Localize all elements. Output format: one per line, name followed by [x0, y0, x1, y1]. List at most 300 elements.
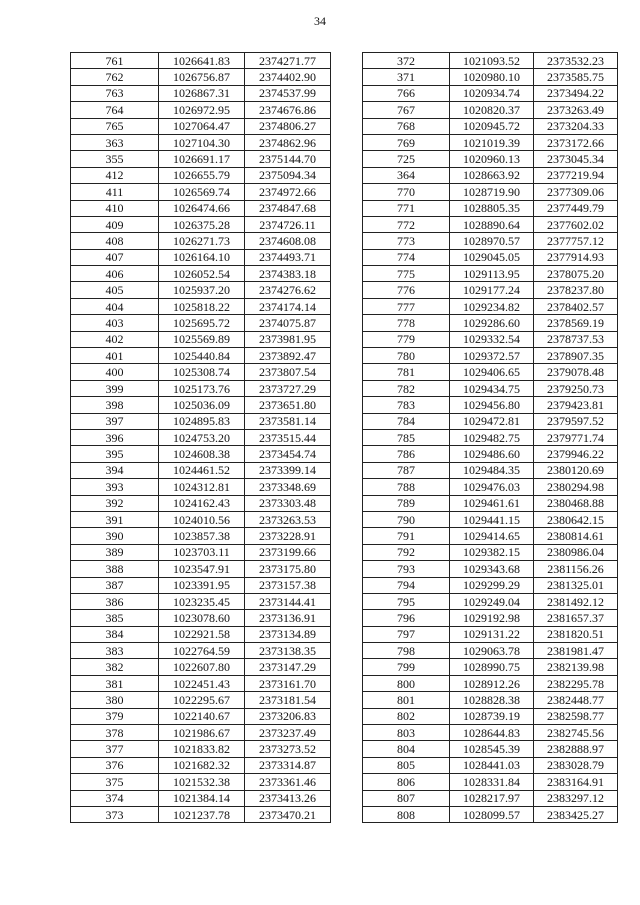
- x-coordinate-cell: 1020980.10: [450, 69, 534, 85]
- x-coordinate-cell: 1028719.90: [450, 184, 534, 200]
- table-row: [71, 774, 331, 790]
- y-coordinate-cell: 2373172.66: [534, 134, 618, 150]
- y-coordinate-cell: 2380294.98: [534, 479, 618, 495]
- point-number-cell: 798: [363, 643, 450, 659]
- point-number-cell: 377: [71, 741, 159, 757]
- y-coordinate-cell: 2374276.62: [245, 282, 331, 298]
- y-coordinate-cell: 2373348.69: [245, 479, 331, 495]
- table-row: [71, 790, 331, 806]
- y-coordinate-cell: 2373263.53: [245, 511, 331, 527]
- table-row: [363, 134, 618, 150]
- point-number-cell: 373: [71, 806, 159, 822]
- table-row: [71, 708, 331, 724]
- point-number-cell: 398: [71, 397, 159, 413]
- x-coordinate-cell: 1029192.98: [450, 610, 534, 626]
- x-coordinate-cell: 1020934.74: [450, 85, 534, 101]
- coordinates-table-left: [70, 52, 331, 823]
- point-number-cell: 786: [363, 446, 450, 462]
- table-row: [363, 85, 618, 101]
- point-number-cell: 768: [363, 118, 450, 134]
- x-coordinate-cell: 1025036.09: [159, 397, 245, 413]
- y-coordinate-cell: 2378075.20: [534, 266, 618, 282]
- table-row: [363, 348, 618, 364]
- y-coordinate-cell: 2377309.06: [534, 184, 618, 200]
- x-coordinate-cell: 1023547.91: [159, 561, 245, 577]
- y-coordinate-cell: 2378237.80: [534, 282, 618, 298]
- x-coordinate-cell: 1028217.97: [450, 790, 534, 806]
- y-coordinate-cell: 2374383.18: [245, 266, 331, 282]
- y-coordinate-cell: 2378402.57: [534, 298, 618, 314]
- x-coordinate-cell: 1026972.95: [159, 102, 245, 118]
- x-coordinate-cell: 1024608.38: [159, 446, 245, 462]
- table-row: [71, 413, 331, 429]
- y-coordinate-cell: 2380642.15: [534, 511, 618, 527]
- table-row: [363, 675, 618, 691]
- table-row: [71, 216, 331, 232]
- x-coordinate-cell: 1024895.83: [159, 413, 245, 429]
- point-number-cell: 777: [363, 298, 450, 314]
- point-number-cell: 765: [71, 118, 159, 134]
- point-number-cell: 374: [71, 790, 159, 806]
- table-row: [71, 757, 331, 773]
- x-coordinate-cell: 1028739.19: [450, 708, 534, 724]
- x-coordinate-cell: 1024162.43: [159, 495, 245, 511]
- point-number-cell: 405: [71, 282, 159, 298]
- y-coordinate-cell: 2373651.80: [245, 397, 331, 413]
- y-coordinate-cell: 2373181.54: [245, 692, 331, 708]
- table-row: [363, 233, 618, 249]
- x-coordinate-cell: 1022764.59: [159, 643, 245, 659]
- point-number-cell: 389: [71, 544, 159, 560]
- table-row: [71, 446, 331, 462]
- y-coordinate-cell: 2373228.91: [245, 528, 331, 544]
- x-coordinate-cell: 1028805.35: [450, 200, 534, 216]
- x-coordinate-cell: 1020960.13: [450, 151, 534, 167]
- point-number-cell: 770: [363, 184, 450, 200]
- table-row: [363, 544, 618, 560]
- table-row: [71, 380, 331, 396]
- y-coordinate-cell: 2378907.35: [534, 348, 618, 364]
- point-number-cell: 776: [363, 282, 450, 298]
- table-row: [71, 626, 331, 642]
- y-coordinate-cell: 2373175.80: [245, 561, 331, 577]
- y-coordinate-cell: 2373314.87: [245, 757, 331, 773]
- table-row: [363, 298, 618, 314]
- table-row: [363, 659, 618, 675]
- y-coordinate-cell: 2374537.99: [245, 85, 331, 101]
- point-number-cell: 393: [71, 479, 159, 495]
- point-number-cell: 775: [363, 266, 450, 282]
- table-row: [71, 741, 331, 757]
- y-coordinate-cell: 2373136.91: [245, 610, 331, 626]
- x-coordinate-cell: 1023235.45: [159, 593, 245, 609]
- y-coordinate-cell: 2374493.71: [245, 249, 331, 265]
- x-coordinate-cell: 1028890.64: [450, 216, 534, 232]
- x-coordinate-cell: 1029113.95: [450, 266, 534, 282]
- table-row: [71, 331, 331, 347]
- y-coordinate-cell: 2383425.27: [534, 806, 618, 822]
- table-row: [71, 364, 331, 380]
- point-number-cell: 378: [71, 725, 159, 741]
- point-number-cell: 799: [363, 659, 450, 675]
- table-row: [71, 397, 331, 413]
- x-coordinate-cell: 1029456.80: [450, 397, 534, 413]
- y-coordinate-cell: 2374608.08: [245, 233, 331, 249]
- table-row: [71, 511, 331, 527]
- y-coordinate-cell: 2377757.12: [534, 233, 618, 249]
- point-number-cell: 801: [363, 692, 450, 708]
- table-row: [71, 85, 331, 101]
- table-row: [71, 315, 331, 331]
- table-row: [363, 610, 618, 626]
- y-coordinate-cell: 2373807.54: [245, 364, 331, 380]
- x-coordinate-cell: 1026655.79: [159, 167, 245, 183]
- x-coordinate-cell: 1025818.22: [159, 298, 245, 314]
- point-number-cell: 789: [363, 495, 450, 511]
- point-number-cell: 384: [71, 626, 159, 642]
- y-coordinate-cell: 2373494.22: [534, 85, 618, 101]
- point-number-cell: 364: [363, 167, 450, 183]
- table-row: [363, 315, 618, 331]
- y-coordinate-cell: 2373237.49: [245, 725, 331, 741]
- x-coordinate-cell: 1029484.35: [450, 462, 534, 478]
- table-row: [71, 233, 331, 249]
- x-coordinate-cell: 1028912.26: [450, 675, 534, 691]
- y-coordinate-cell: 2377602.02: [534, 216, 618, 232]
- y-coordinate-cell: 2377449.79: [534, 200, 618, 216]
- y-coordinate-cell: 2381156.26: [534, 561, 618, 577]
- y-coordinate-cell: 2374271.77: [245, 53, 331, 69]
- point-number-cell: 383: [71, 643, 159, 659]
- table-row: [71, 102, 331, 118]
- point-number-cell: 785: [363, 429, 450, 445]
- table-row: [363, 757, 618, 773]
- y-coordinate-cell: 2374972.66: [245, 184, 331, 200]
- point-number-cell: 802: [363, 708, 450, 724]
- y-coordinate-cell: 2374806.27: [245, 118, 331, 134]
- table-row: [363, 429, 618, 445]
- table-row: [71, 593, 331, 609]
- point-number-cell: 372: [363, 53, 450, 69]
- coordinates-table-right: [362, 52, 618, 823]
- table-row: [71, 577, 331, 593]
- y-coordinate-cell: 2373361.46: [245, 774, 331, 790]
- y-coordinate-cell: 2383164.91: [534, 774, 618, 790]
- table-row: [71, 528, 331, 544]
- y-coordinate-cell: 2373206.83: [245, 708, 331, 724]
- y-coordinate-cell: 2373199.66: [245, 544, 331, 560]
- point-number-cell: 407: [71, 249, 159, 265]
- table-row: [71, 282, 331, 298]
- y-coordinate-cell: 2382598.77: [534, 708, 618, 724]
- x-coordinate-cell: 1026641.83: [159, 53, 245, 69]
- point-number-cell: 386: [71, 593, 159, 609]
- point-number-cell: 761: [71, 53, 159, 69]
- x-coordinate-cell: 1028099.57: [450, 806, 534, 822]
- x-coordinate-cell: 1029177.24: [450, 282, 534, 298]
- point-number-cell: 797: [363, 626, 450, 642]
- y-coordinate-cell: 2378569.19: [534, 315, 618, 331]
- point-number-cell: 790: [363, 511, 450, 527]
- x-coordinate-cell: 1026474.66: [159, 200, 245, 216]
- x-coordinate-cell: 1029299.29: [450, 577, 534, 593]
- coordinates-table-left-body: [71, 53, 331, 823]
- x-coordinate-cell: 1029332.54: [450, 331, 534, 347]
- x-coordinate-cell: 1027064.47: [159, 118, 245, 134]
- x-coordinate-cell: 1020945.72: [450, 118, 534, 134]
- table-row: [363, 118, 618, 134]
- y-coordinate-cell: 2380468.88: [534, 495, 618, 511]
- x-coordinate-cell: 1023703.11: [159, 544, 245, 560]
- point-number-cell: 412: [71, 167, 159, 183]
- table-row: [363, 692, 618, 708]
- point-number-cell: 807: [363, 790, 450, 806]
- y-coordinate-cell: 2373470.21: [245, 806, 331, 822]
- y-coordinate-cell: 2374847.68: [245, 200, 331, 216]
- y-coordinate-cell: 2373161.70: [245, 675, 331, 691]
- table-row: [363, 397, 618, 413]
- table-row: [71, 675, 331, 691]
- table-row: [71, 151, 331, 167]
- table-row: [363, 626, 618, 642]
- point-number-cell: 792: [363, 544, 450, 560]
- page-number: 34: [314, 14, 326, 28]
- point-number-cell: 763: [71, 85, 159, 101]
- point-number-cell: 409: [71, 216, 159, 232]
- table-row: [363, 593, 618, 609]
- table-row: [71, 298, 331, 314]
- y-coordinate-cell: 2373134.89: [245, 626, 331, 642]
- table-row: [71, 659, 331, 675]
- point-number-cell: 788: [363, 479, 450, 495]
- x-coordinate-cell: 1029372.57: [450, 348, 534, 364]
- x-coordinate-cell: 1029234.82: [450, 298, 534, 314]
- x-coordinate-cell: 1021093.52: [450, 53, 534, 69]
- table-row: [363, 774, 618, 790]
- x-coordinate-cell: 1021986.67: [159, 725, 245, 741]
- x-coordinate-cell: 1029434.75: [450, 380, 534, 396]
- y-coordinate-cell: 2380814.61: [534, 528, 618, 544]
- table-row: [71, 167, 331, 183]
- y-coordinate-cell: 2379597.52: [534, 413, 618, 429]
- y-coordinate-cell: 2377914.93: [534, 249, 618, 265]
- point-number-cell: 380: [71, 692, 159, 708]
- y-coordinate-cell: 2381325.01: [534, 577, 618, 593]
- x-coordinate-cell: 1025695.72: [159, 315, 245, 331]
- x-coordinate-cell: 1022451.43: [159, 675, 245, 691]
- table-row: [71, 266, 331, 282]
- table-row: [363, 331, 618, 347]
- table-row: [363, 380, 618, 396]
- x-coordinate-cell: 1028970.57: [450, 233, 534, 249]
- table-row: [363, 200, 618, 216]
- table-row: [71, 479, 331, 495]
- x-coordinate-cell: 1029063.78: [450, 643, 534, 659]
- point-number-cell: 804: [363, 741, 450, 757]
- y-coordinate-cell: 2373273.52: [245, 741, 331, 757]
- table-row: [363, 528, 618, 544]
- x-coordinate-cell: 1021682.32: [159, 757, 245, 773]
- table-row: [71, 184, 331, 200]
- y-coordinate-cell: 2381820.51: [534, 626, 618, 642]
- table-row: [71, 69, 331, 85]
- table-row: [363, 561, 618, 577]
- x-coordinate-cell: 1029476.03: [450, 479, 534, 495]
- point-number-cell: 808: [363, 806, 450, 822]
- x-coordinate-cell: 1028828.38: [450, 692, 534, 708]
- point-number-cell: 399: [71, 380, 159, 396]
- x-coordinate-cell: 1024010.56: [159, 511, 245, 527]
- table-row: [363, 184, 618, 200]
- y-coordinate-cell: 2382139.98: [534, 659, 618, 675]
- x-coordinate-cell: 1022140.67: [159, 708, 245, 724]
- y-coordinate-cell: 2381492.12: [534, 593, 618, 609]
- y-coordinate-cell: 2374174.14: [245, 298, 331, 314]
- point-number-cell: 774: [363, 249, 450, 265]
- table-row: [71, 544, 331, 560]
- table-row: [363, 462, 618, 478]
- y-coordinate-cell: 2373532.23: [534, 53, 618, 69]
- point-number-cell: 781: [363, 364, 450, 380]
- y-coordinate-cell: 2373981.95: [245, 331, 331, 347]
- y-coordinate-cell: 2382448.77: [534, 692, 618, 708]
- x-coordinate-cell: 1029045.05: [450, 249, 534, 265]
- point-number-cell: 404: [71, 298, 159, 314]
- point-number-cell: 391: [71, 511, 159, 527]
- table-row: [71, 495, 331, 511]
- y-coordinate-cell: 2374402.90: [245, 69, 331, 85]
- y-coordinate-cell: 2373147.29: [245, 659, 331, 675]
- y-coordinate-cell: 2374075.87: [245, 315, 331, 331]
- x-coordinate-cell: 1028990.75: [450, 659, 534, 675]
- point-number-cell: 395: [71, 446, 159, 462]
- x-coordinate-cell: 1029486.60: [450, 446, 534, 462]
- point-number-cell: 762: [71, 69, 159, 85]
- x-coordinate-cell: 1029461.61: [450, 495, 534, 511]
- table-row: [363, 249, 618, 265]
- x-coordinate-cell: 1024753.20: [159, 429, 245, 445]
- point-number-cell: 766: [363, 85, 450, 101]
- point-number-cell: 778: [363, 315, 450, 331]
- x-coordinate-cell: 1022295.67: [159, 692, 245, 708]
- point-number-cell: 796: [363, 610, 450, 626]
- y-coordinate-cell: 2373892.47: [245, 348, 331, 364]
- y-coordinate-cell: 2373399.14: [245, 462, 331, 478]
- point-number-cell: 805: [363, 757, 450, 773]
- point-number-cell: 403: [71, 315, 159, 331]
- point-number-cell: 771: [363, 200, 450, 216]
- y-coordinate-cell: 2374676.86: [245, 102, 331, 118]
- point-number-cell: 381: [71, 675, 159, 691]
- x-coordinate-cell: 1024312.81: [159, 479, 245, 495]
- x-coordinate-cell: 1029286.60: [450, 315, 534, 331]
- y-coordinate-cell: 2382745.56: [534, 725, 618, 741]
- table-row: [363, 511, 618, 527]
- table-row: [71, 692, 331, 708]
- table-row: [71, 348, 331, 364]
- x-coordinate-cell: 1027104.30: [159, 134, 245, 150]
- point-number-cell: 402: [71, 331, 159, 347]
- point-number-cell: 779: [363, 331, 450, 347]
- table-row: [363, 479, 618, 495]
- point-number-cell: 411: [71, 184, 159, 200]
- y-coordinate-cell: 2373413.26: [245, 790, 331, 806]
- point-number-cell: 375: [71, 774, 159, 790]
- y-coordinate-cell: 2374862.96: [245, 134, 331, 150]
- y-coordinate-cell: 2375144.70: [245, 151, 331, 167]
- point-number-cell: 408: [71, 233, 159, 249]
- table-row: [71, 249, 331, 265]
- y-coordinate-cell: 2373581.14: [245, 413, 331, 429]
- y-coordinate-cell: 2379078.48: [534, 364, 618, 380]
- table-row: [71, 725, 331, 741]
- point-number-cell: 376: [71, 757, 159, 773]
- table-row: [363, 790, 618, 806]
- table-row: [71, 53, 331, 69]
- point-number-cell: 355: [71, 151, 159, 167]
- y-coordinate-cell: 2373585.75: [534, 69, 618, 85]
- x-coordinate-cell: 1029343.68: [450, 561, 534, 577]
- point-number-cell: 397: [71, 413, 159, 429]
- x-coordinate-cell: 1021237.78: [159, 806, 245, 822]
- point-number-cell: 769: [363, 134, 450, 150]
- point-number-cell: 385: [71, 610, 159, 626]
- table-row: [71, 806, 331, 822]
- point-number-cell: 387: [71, 577, 159, 593]
- table-row: [363, 69, 618, 85]
- y-coordinate-cell: 2383297.12: [534, 790, 618, 806]
- x-coordinate-cell: 1021833.82: [159, 741, 245, 757]
- point-number-cell: 382: [71, 659, 159, 675]
- x-coordinate-cell: 1029482.75: [450, 429, 534, 445]
- x-coordinate-cell: 1029414.65: [450, 528, 534, 544]
- x-coordinate-cell: 1029249.04: [450, 593, 534, 609]
- y-coordinate-cell: 2379250.73: [534, 380, 618, 396]
- y-coordinate-cell: 2374726.11: [245, 216, 331, 232]
- table-row: [71, 610, 331, 626]
- y-coordinate-cell: 2382295.78: [534, 675, 618, 691]
- y-coordinate-cell: 2373454.74: [245, 446, 331, 462]
- x-coordinate-cell: 1029441.15: [450, 511, 534, 527]
- y-coordinate-cell: 2379423.81: [534, 397, 618, 413]
- point-number-cell: 806: [363, 774, 450, 790]
- x-coordinate-cell: 1026867.31: [159, 85, 245, 101]
- y-coordinate-cell: 2380986.04: [534, 544, 618, 560]
- table-row: [363, 725, 618, 741]
- point-number-cell: 396: [71, 429, 159, 445]
- point-number-cell: 394: [71, 462, 159, 478]
- y-coordinate-cell: 2377219.94: [534, 167, 618, 183]
- table-row: [71, 200, 331, 216]
- table-row: [363, 53, 618, 69]
- point-number-cell: 782: [363, 380, 450, 396]
- point-number-cell: 406: [71, 266, 159, 282]
- x-coordinate-cell: 1028331.84: [450, 774, 534, 790]
- point-number-cell: 791: [363, 528, 450, 544]
- y-coordinate-cell: 2373138.35: [245, 643, 331, 659]
- x-coordinate-cell: 1026691.17: [159, 151, 245, 167]
- x-coordinate-cell: 1025440.84: [159, 348, 245, 364]
- point-number-cell: 371: [363, 69, 450, 85]
- y-coordinate-cell: 2375094.34: [245, 167, 331, 183]
- point-number-cell: 793: [363, 561, 450, 577]
- x-coordinate-cell: 1024461.52: [159, 462, 245, 478]
- y-coordinate-cell: 2378737.53: [534, 331, 618, 347]
- x-coordinate-cell: 1025173.76: [159, 380, 245, 396]
- x-coordinate-cell: 1025569.89: [159, 331, 245, 347]
- point-number-cell: 390: [71, 528, 159, 544]
- x-coordinate-cell: 1021019.39: [450, 134, 534, 150]
